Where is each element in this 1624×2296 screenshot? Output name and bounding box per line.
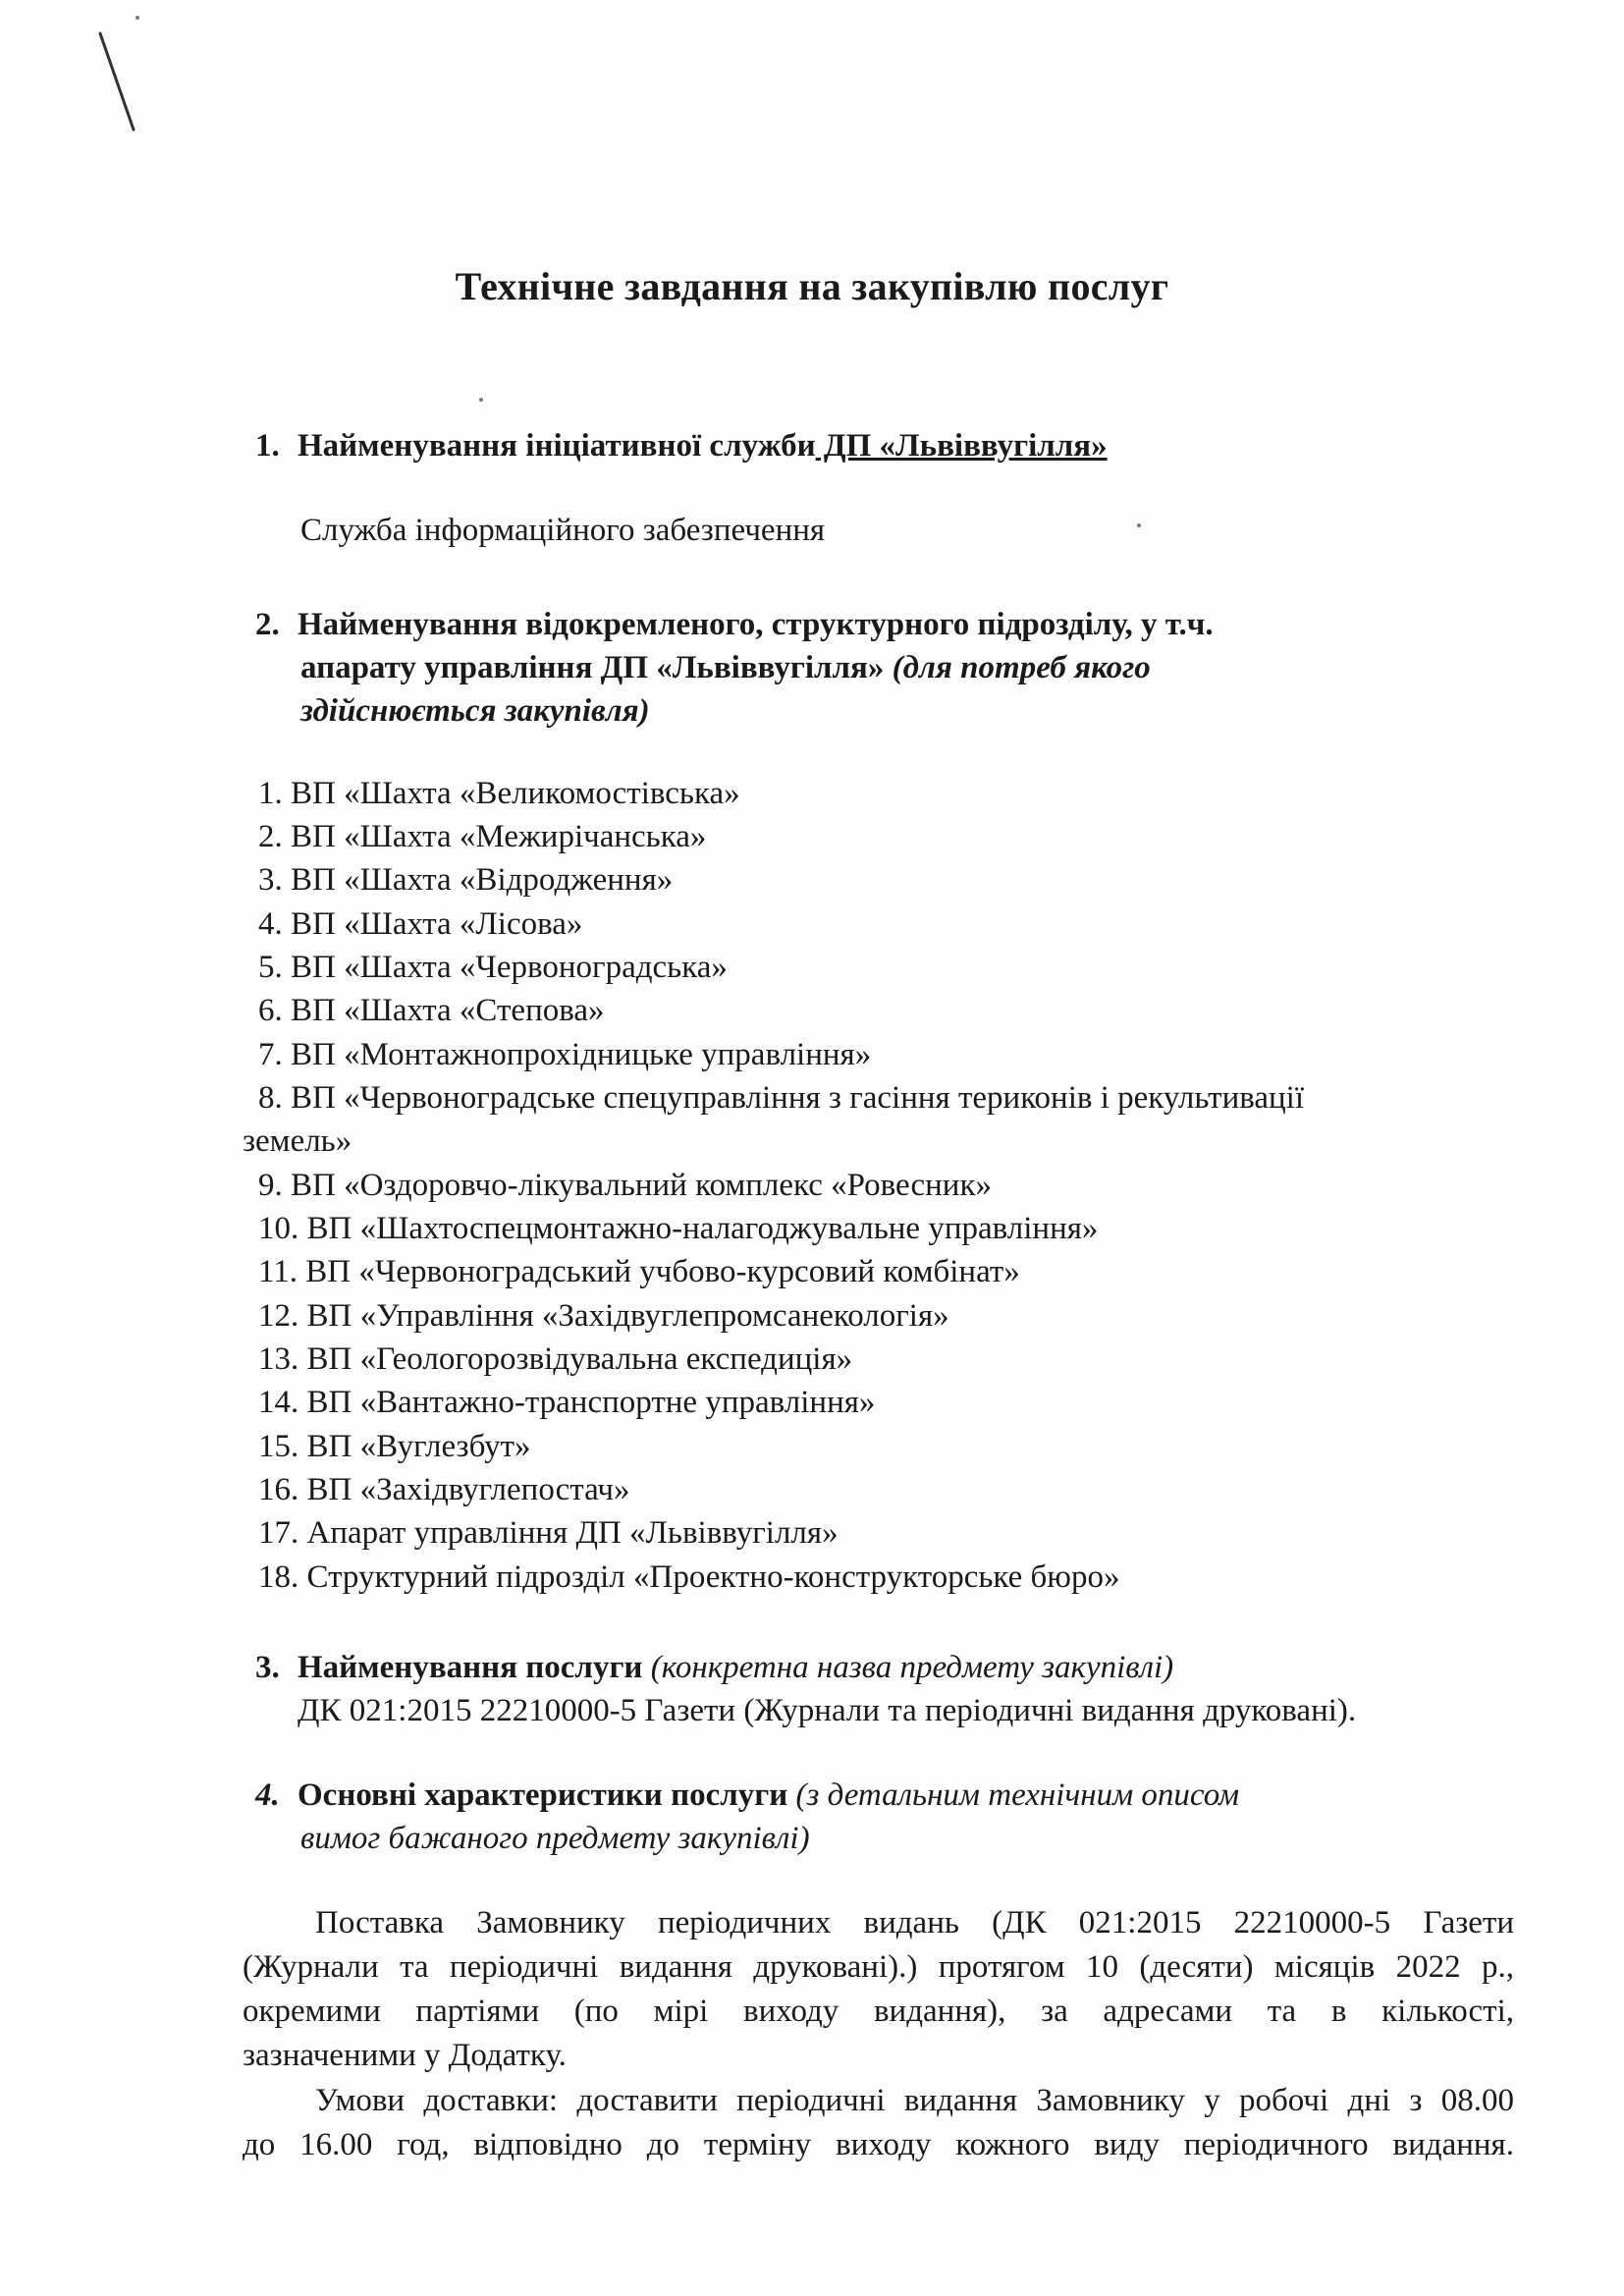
section-number: 4. (255, 1777, 280, 1813)
heading-text: Найменування ініціативної служби (298, 428, 816, 464)
list-item: 15. ВП «Вуглезбут» (258, 1429, 531, 1464)
paragraph-delivery-conditions (243, 2079, 1514, 2167)
paragraph-delivery-terms (243, 1901, 1514, 2078)
list-item: 13. ВП «Геологорозвідувальна експедиція» (258, 1341, 853, 1377)
section-4-heading-line2: вимог бажаного предмету закупівлі) (300, 1821, 810, 1856)
list-item: 8. ВП «Червоноградське спецуправління з гасіння териконів і рекультивації (258, 1080, 1305, 1116)
heading-text: Найменування відокремленого, структурного підрозділу, у т.ч. (298, 607, 1214, 642)
list-item: 18. Структурний підрозділ «Проектно-конструкторське бюро» (258, 1559, 1120, 1595)
paragraph-line: до 16.00 год, відповідно до терміну виходу кожного виду періодичного видання. (243, 2127, 1514, 2162)
list-item: 11. ВП «Червоноградський учбово-курсовий комбінат» (258, 1254, 1020, 1289)
section-1-heading (255, 424, 1108, 467)
section-number: 1. (255, 428, 280, 464)
list-item: 9. ВП «Оздоровчо-лікувальний комплекс «Ровесник» (258, 1168, 992, 1203)
section-2-heading-line3: здійснюється закупівля) (300, 693, 650, 729)
list-item: 1. ВП «Шахта «Великомостівська» (258, 776, 740, 811)
heading-text: Найменування послуги (298, 1650, 651, 1685)
section-2-heading-line2 (300, 646, 1151, 689)
heading-underlined-org: ДП «Львіввугілля» (815, 428, 1108, 464)
paragraph-line: окремими партіями (по мірі виходу видання), за адресами та в кількості, (243, 1994, 1514, 2029)
list-item: 12. ВП «Управління «Західвуглепромсанекологія» (258, 1298, 949, 1334)
paragraph-line: зазначеними у Додатку. (243, 2038, 567, 2073)
pen-stroke-mark (94, 27, 143, 136)
scan-dot (135, 16, 139, 20)
heading-italic-text: (для потреб якого (892, 650, 1151, 685)
heading-italic-text: (конкретна назва предмету закупівлі) (650, 1650, 1174, 1685)
section-2-heading-line1 (255, 603, 1214, 646)
heading-text: апарату управління ДП «Львіввугілля» (300, 650, 893, 685)
section-4-heading-line1 (255, 1774, 1239, 1817)
section-number: 3. (255, 1650, 280, 1685)
list-item: 4. ВП «Шахта «Лісова» (258, 906, 583, 942)
document-title: Технічне завдання на закупівлю послуг (455, 264, 1169, 308)
section-3-body: ДК 021:2015 22210000-5 Газети (Журнали та періодичні видання друковані). (298, 1693, 1357, 1728)
list-item: 17. Апарат управління ДП «Львіввугілля» (258, 1515, 839, 1551)
list-item: 5. ВП «Шахта «Червоноградська» (258, 950, 728, 985)
scan-dot (479, 398, 483, 402)
list-item: 2. ВП «Шахта «Межирічанська» (258, 819, 707, 854)
heading-text: Основні характеристики послуги (298, 1777, 796, 1813)
paragraph-line: (Журнали та періодичні видання друковані).) протягом 10 (десяти) місяців 2022 р., (243, 1949, 1514, 1985)
paragraph-line: Поставка Замовнику періодичних видань (ДК 021:2015 22210000-5 Газети (315, 1905, 1514, 1941)
list-item: 14. ВП «Вантажно-транспортне управління» (258, 1385, 876, 1420)
heading-italic-text: (з детальним технічним описом (795, 1777, 1240, 1813)
section-1-body: Служба інформаційного забезпечення (300, 513, 826, 548)
list-item: 3. ВП «Шахта «Відродження» (258, 862, 674, 898)
list-item-continuation: земель» (243, 1123, 352, 1159)
section-number: 2. (255, 607, 280, 642)
section-3-heading (255, 1646, 1173, 1689)
list-item: 10. ВП «Шахтоспецмонтажно-налагоджувальне управління» (258, 1211, 1099, 1246)
list-item: 16. ВП «Західвуглепостач» (258, 1472, 630, 1507)
list-item: 7. ВП «Монтажнопрохідницьке управління» (258, 1037, 872, 1072)
scan-dot (1137, 523, 1141, 527)
list-item: 6. ВП «Шахта «Степова» (258, 993, 605, 1028)
paragraph-line: Умови доставки: доставити періодичні видання Замовнику у робочі дні з 08.00 (315, 2083, 1514, 2118)
